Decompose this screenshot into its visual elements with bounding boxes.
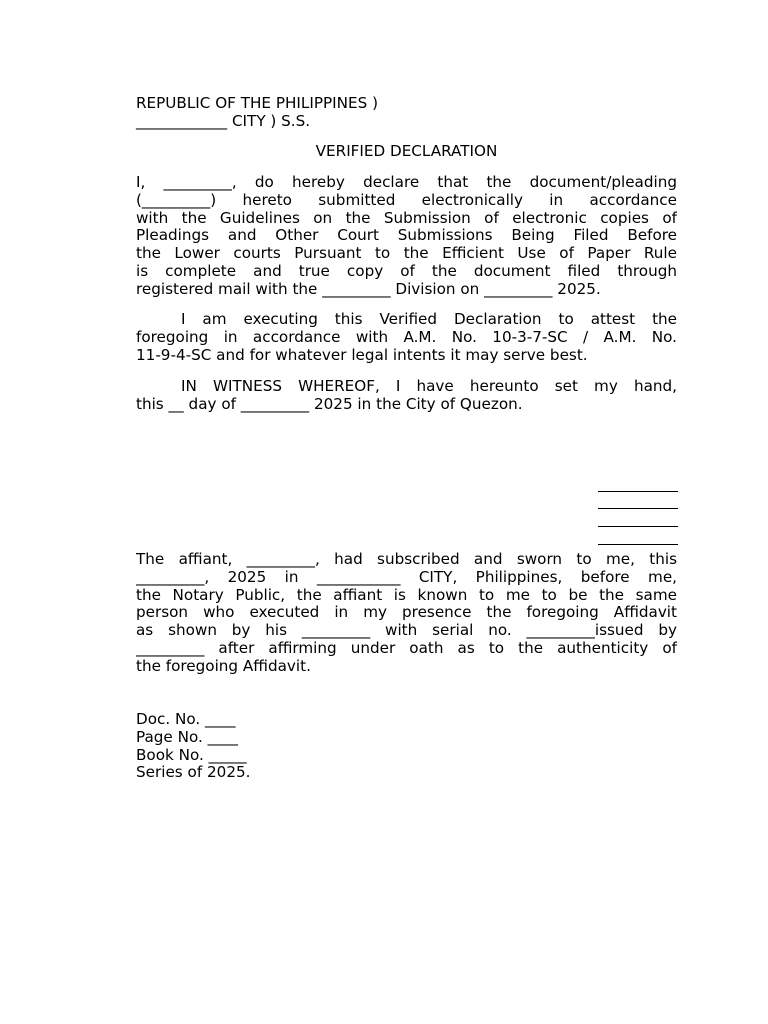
signature-line [598, 509, 678, 527]
declaration-paragraph [136, 174, 677, 299]
paragraph-line: Pleadings and Other Court Submissions Being Filed Before [136, 227, 677, 245]
document-title: VERIFIED DECLARATION [315, 142, 498, 160]
paragraph-line: this __ day of _________ 2025 in the City of Quezon. [136, 394, 523, 413]
page-no: Page No. ____ [136, 727, 239, 746]
paragraph-line: is complete and true copy of the document filed through [136, 262, 677, 280]
paragraph-line: registered mail with the _________ Division on _________ 2025. [136, 279, 601, 298]
paragraph-line: The affiant, _________, had subscribed and sworn to me, this [136, 551, 677, 568]
doc-no: Doc. No. ____ [136, 710, 236, 728]
paragraph-line: foregoing in accordance with A.M. No. 10-3-7-SC / A.M. No. [136, 328, 677, 346]
paragraph-line: as shown by his _________ with serial no. _________issued by [136, 622, 677, 640]
paragraph-line: the foregoing Affidavit. [136, 656, 311, 675]
paragraph-line: I am executing this Verified Declaration to attest the [181, 311, 677, 328]
paragraph-line: _________, 2025 in ___________ CITY, Philippines, before me, [136, 568, 677, 586]
signature-line [598, 527, 678, 545]
series: Series of 2025. [136, 763, 251, 782]
signature-lines [598, 474, 678, 545]
paragraph-line: with the Guidelines on the Submission of electronic copies of [136, 209, 677, 227]
paragraph-line: the Notary Public, the affiant is known to me to be the same [136, 586, 677, 604]
header-city: ____________ CITY ) S.S. [136, 111, 311, 130]
header-republic: REPUBLIC OF THE PHILIPPINES ) [136, 94, 378, 112]
notarial-register [136, 711, 677, 782]
header-block [136, 95, 677, 131]
paragraph-line: 11-9-4-SC and for whatever legal intents it may serve best. [136, 345, 588, 364]
paragraph-line: IN WITNESS WHEREOF, I have hereunto set my hand, [181, 378, 677, 395]
paragraph-line: I, _________, do hereby declare that the document/pleading [136, 174, 677, 191]
witness-paragraph [136, 378, 677, 414]
executing-paragraph [136, 311, 677, 364]
paragraph-line: _________ after affirming under oath as to the authenticity of [136, 639, 677, 657]
book-no: Book No. _____ [136, 745, 247, 764]
paragraph-line: the Lower courts Pursuant to the Efficient Use of Paper Rule [136, 245, 677, 263]
jurat-paragraph [136, 551, 677, 676]
paragraph-line: (_________) hereto submitted electronically in accordance [136, 191, 677, 209]
paragraph-line: person who executed in my presence the foregoing Affidavit [136, 604, 677, 622]
signature-line [598, 474, 678, 492]
signature-line [598, 492, 678, 510]
